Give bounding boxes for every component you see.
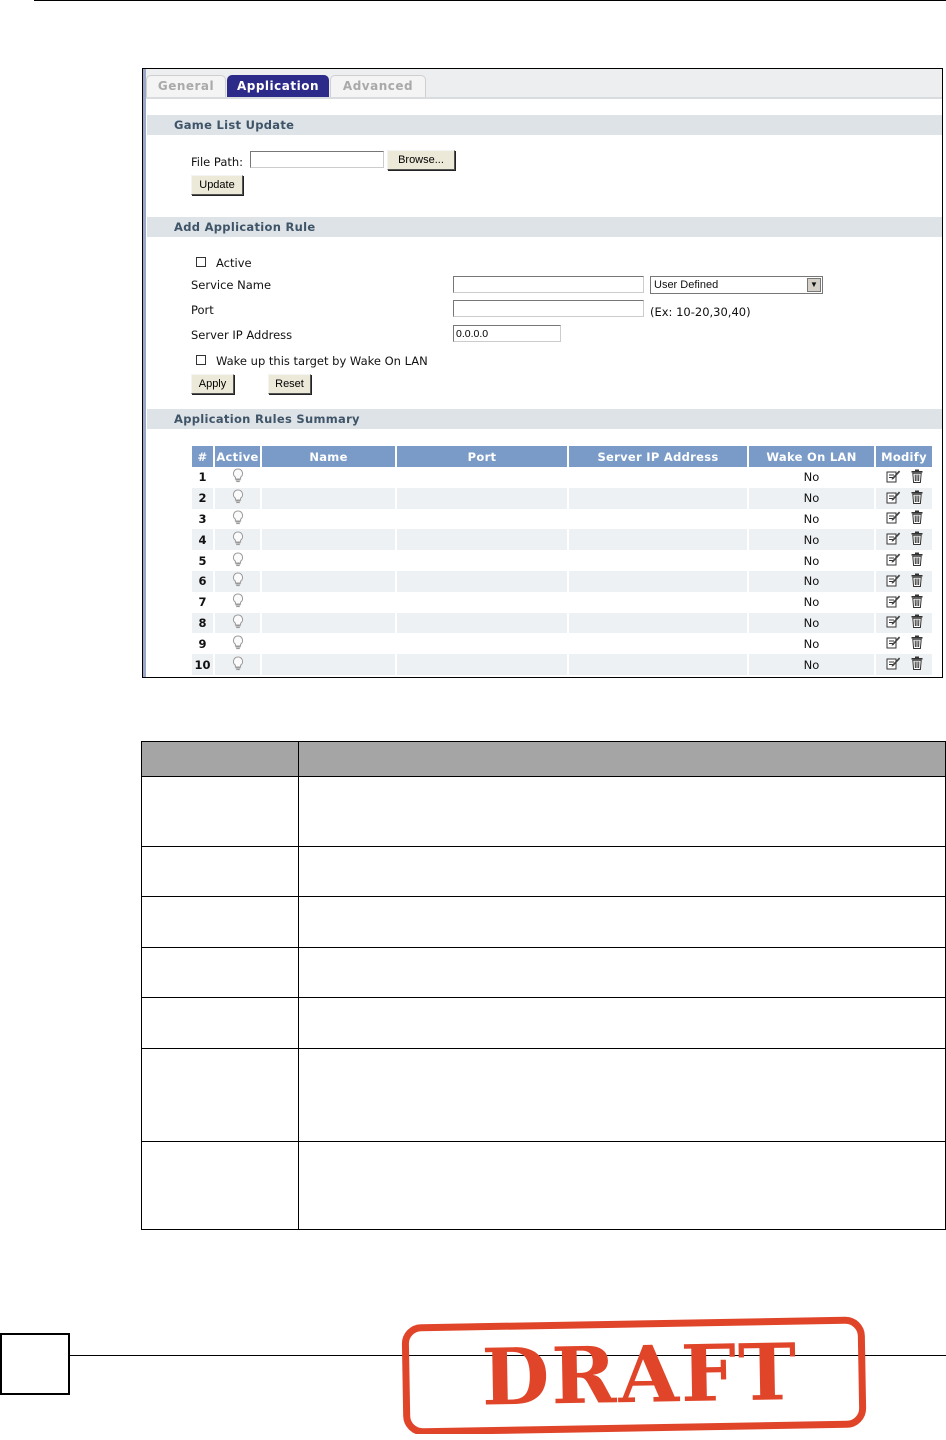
rule-server-ip [568,509,748,530]
rule-name [261,488,396,509]
edit-icon[interactable] [886,552,901,569]
service-type-select-value: User Defined [654,279,719,291]
rule-port [396,613,568,634]
desc-label-cell [142,948,299,998]
desc-label-cell [142,1142,299,1230]
rule-modify-cell [875,509,933,530]
page-top-rule [34,0,946,1]
rule-name [261,467,396,488]
rule-number: 9 [192,633,214,654]
rule-port [396,467,568,488]
desc-row [142,998,946,1049]
lightbulb-off-icon [232,635,244,653]
edit-icon[interactable] [886,510,901,527]
desc-label-cell [142,1049,299,1142]
table-row [192,550,933,571]
rule-server-ip [568,529,748,550]
rule-port [396,654,568,675]
rule-port [396,488,568,509]
rule-modify-cell [875,550,933,571]
rule-server-ip [568,633,748,654]
lightbulb-off-icon [232,572,244,590]
server-ip-input[interactable] [453,325,561,342]
rule-port [396,529,568,550]
trash-icon[interactable] [911,573,923,590]
desc-text-cell [299,847,946,897]
col-header-name: Name [261,446,396,467]
draft-stamp-text: DRAFT [481,1327,799,1424]
rule-port [396,550,568,571]
col-header-number: # [192,446,214,467]
rule-number: 6 [192,571,214,592]
desc-label-cell [142,847,299,897]
rule-wake-on-lan: No [748,613,875,634]
wake-on-lan-label: Wake up this target by Wake On LAN [216,354,428,368]
desc-header-description [299,742,946,777]
rule-active-cell [214,654,261,675]
rule-modify-cell [875,571,933,592]
rule-wake-on-lan: No [748,529,875,550]
rule-name [261,550,396,571]
rule-server-ip [568,550,748,571]
rule-port [396,592,568,613]
trash-icon[interactable] [911,552,923,569]
lightbulb-off-icon [232,489,244,507]
rule-number: 3 [192,509,214,530]
file-path-input[interactable] [250,151,384,168]
rule-server-ip [568,571,748,592]
col-header-modify: Modify [875,446,933,467]
rule-number: 8 [192,613,214,634]
service-name-label: Service Name [191,278,272,292]
table-row [192,654,933,675]
table-row [192,488,933,509]
table-row [192,529,933,550]
rule-port [396,571,568,592]
chevron-down-icon: ▼ [807,278,821,292]
rule-port [396,509,568,530]
col-header-port: Port [396,446,568,467]
rule-name [261,529,396,550]
rule-wake-on-lan: No [748,592,875,613]
section-game-list-update: Game List Update [147,115,942,135]
rule-name [261,592,396,613]
table-header-row [192,446,933,467]
trash-icon[interactable] [911,469,923,486]
desc-row [142,897,946,948]
edit-icon[interactable] [886,594,901,611]
rule-number: 4 [192,529,214,550]
rule-active-cell [214,592,261,613]
edit-icon[interactable] [886,531,901,548]
table-row [192,467,933,488]
desc-text-cell [299,998,946,1049]
table-row [192,571,933,592]
section-application-rules-summary: Application Rules Summary [147,409,942,429]
desc-label-cell [142,777,299,847]
tab-bar [143,69,942,99]
port-input[interactable] [453,300,644,317]
desc-header-label [142,742,299,777]
rule-name [261,654,396,675]
desc-row [142,847,946,897]
desc-row [142,948,946,998]
tab-general[interactable]: General [146,75,226,97]
rule-active-cell [214,488,261,509]
port-label: Port [191,303,214,317]
rule-modify-cell [875,529,933,550]
edit-icon[interactable] [886,614,901,631]
edit-icon[interactable] [886,656,901,673]
rule-number: 5 [192,550,214,571]
update-button[interactable]: Update [191,175,243,195]
rule-number: 10 [192,654,214,675]
rule-name [261,509,396,530]
rule-wake-on-lan: No [748,550,875,571]
rule-name [261,633,396,654]
rule-active-cell [214,571,261,592]
desc-row [142,1142,946,1230]
service-type-select[interactable] [650,276,823,294]
rule-active-cell [214,529,261,550]
application-screen [142,68,943,678]
table-row [192,613,933,634]
table-row [192,633,933,654]
field-description-table [141,741,946,1230]
rule-modify-cell [875,592,933,613]
rule-wake-on-lan: No [748,509,875,530]
col-header-wake-on-lan: Wake On LAN [748,446,875,467]
edit-icon[interactable] [886,490,901,507]
rule-name [261,613,396,634]
rule-wake-on-lan: No [748,654,875,675]
desc-text-cell [299,1142,946,1230]
col-header-server-ip: Server IP Address [568,446,748,467]
desc-row [142,777,946,847]
rule-modify-cell [875,633,933,654]
rule-modify-cell [875,654,933,675]
trash-icon[interactable] [911,490,923,507]
rule-wake-on-lan: No [748,571,875,592]
rule-server-ip [568,613,748,634]
rule-server-ip [568,592,748,613]
rule-modify-cell [875,613,933,634]
rule-server-ip [568,467,748,488]
rule-port [396,633,568,654]
rule-wake-on-lan: No [748,467,875,488]
table-row [192,509,933,530]
rule-active-cell [214,633,261,654]
active-label: Active [216,256,252,270]
rule-active-cell [214,509,261,530]
rule-modify-cell [875,467,933,488]
table-row [192,592,933,613]
desc-row [142,1049,946,1142]
col-header-active: Active [214,446,261,467]
trash-icon[interactable] [911,614,923,631]
tab-application[interactable]: Application [227,75,329,97]
wake-on-lan-checkbox[interactable] [196,355,206,365]
rule-number: 2 [192,488,214,509]
desc-text-cell [299,948,946,998]
rule-name [261,571,396,592]
page-number-box [0,1333,70,1395]
edit-icon[interactable] [886,635,901,652]
port-hint: (Ex: 10-20,30,40) [650,305,751,319]
trash-icon[interactable] [911,510,923,527]
rule-server-ip [568,654,748,675]
lightbulb-off-icon [232,656,244,674]
tab-advanced[interactable]: Advanced [330,75,426,97]
draft-stamp [400,1316,868,1434]
apply-button[interactable]: Apply [191,374,234,394]
rule-active-cell [214,613,261,634]
rule-active-cell [214,467,261,488]
reset-button[interactable]: Reset [268,374,311,394]
desc-header-row [142,742,946,777]
lightbulb-off-icon [232,552,244,570]
active-checkbox[interactable] [196,257,206,267]
trash-icon[interactable] [911,656,923,673]
rule-active-cell [214,550,261,571]
rule-wake-on-lan: No [748,633,875,654]
server-ip-label: Server IP Address [191,328,293,342]
trash-icon[interactable] [911,635,923,652]
rule-modify-cell [875,488,933,509]
trash-icon[interactable] [911,531,923,548]
section-add-application-rule: Add Application Rule [147,217,942,237]
desc-label-cell [142,897,299,948]
desc-text-cell [299,1049,946,1142]
rule-server-ip [568,488,748,509]
lightbulb-off-icon [232,531,244,549]
browse-button[interactable]: Browse... [387,150,455,170]
lightbulb-off-icon [232,614,244,632]
rule-number: 1 [192,467,214,488]
edit-icon[interactable] [886,469,901,486]
lightbulb-off-icon [232,468,244,486]
application-rules-table [192,446,934,675]
desc-text-cell [299,897,946,948]
desc-label-cell [142,998,299,1049]
service-name-input[interactable] [453,276,644,293]
lightbulb-off-icon [232,593,244,611]
desc-text-cell [299,777,946,847]
rule-wake-on-lan: No [748,488,875,509]
trash-icon[interactable] [911,594,923,611]
lightbulb-off-icon [232,510,244,528]
rule-number: 7 [192,592,214,613]
file-path-label: File Path: [191,155,244,169]
edit-icon[interactable] [886,573,901,590]
